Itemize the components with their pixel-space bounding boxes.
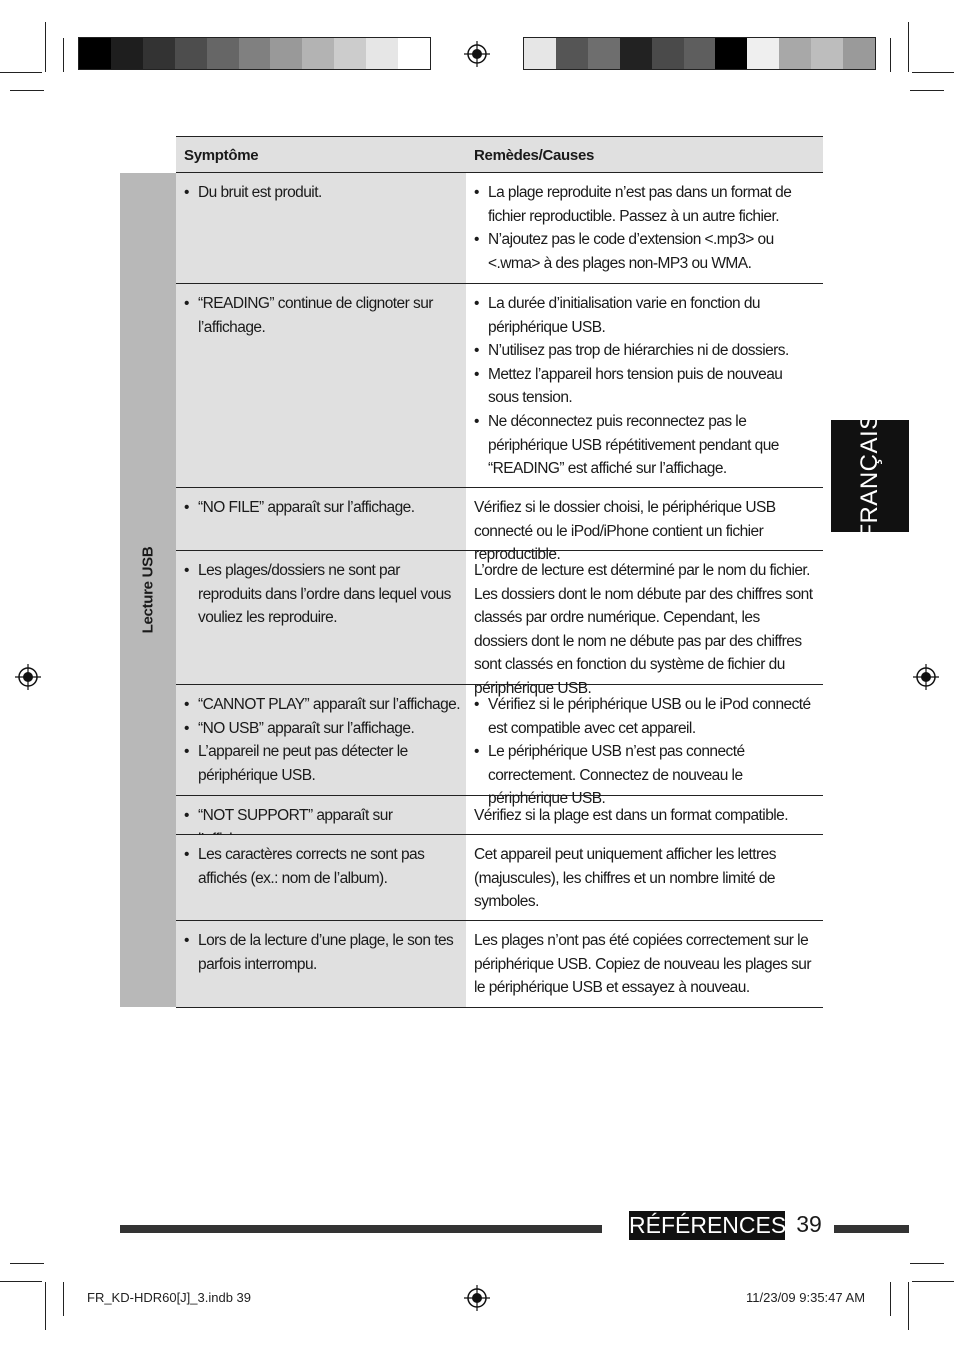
symptom-item: • Les plages/dossiers ne sont par reproduits dans l’ordre dans lequel vous vouliez les reproduire. [176, 559, 461, 630]
symptom-item: • Du bruit est produit. [176, 181, 461, 205]
table-row [176, 488, 823, 564]
symptom-cell [176, 796, 466, 834]
symptom-item: • Lors de la lecture d’une plage, le son tes parfois interrompu. [176, 929, 461, 976]
table-header [176, 136, 823, 173]
page-number: 39 [796, 1211, 822, 1237]
symptom-cell [176, 835, 466, 920]
print-timestamp: 11/23/09 9:35:47 AM [746, 1290, 866, 1305]
crop-mark [45, 22, 46, 72]
symptom-cell [176, 551, 466, 684]
registration-mark-icon [464, 1285, 490, 1311]
remedy-cell [466, 284, 823, 487]
crop-mark [910, 90, 944, 91]
crop-mark [908, 1282, 909, 1330]
symptom-cell [176, 488, 466, 550]
footer-rule [834, 1225, 909, 1233]
crop-mark [10, 1263, 44, 1264]
remedy-item: • Le périphérique USB n’est pas connecté correctement. Connectez de nouveau le périphérique USB. [466, 740, 816, 811]
crop-mark [10, 90, 44, 91]
registration-mark-icon [15, 664, 41, 690]
remedy-cell [466, 685, 823, 808]
color-bar-frame [523, 37, 876, 70]
symptom-cell [176, 173, 466, 283]
symptom-item: • L’appareil ne peut pas détecter le périphérique USB. [176, 740, 461, 787]
symptom-cell [176, 685, 466, 795]
header-remedy: Remèdes/Causes [474, 147, 595, 164]
remedy-cell [466, 551, 823, 697]
color-bar-frame [78, 37, 431, 70]
remedy-text: L’ordre de lecture est déterminé par le nom du fichier. Les dossiers dont le nom débute par des chiffres sont classés par ordre numérique. Cependant, les dossiers dont le nom ne débute pas par des chiffres sont classés en fonction du système de fichier du périphérique USB. [474, 562, 813, 697]
section-label: Lecture USB [139, 546, 157, 634]
remedy-item: • La plage reproduite n’est pas dans un format de fichier reproductible. Passez à un autre fichier. [466, 181, 816, 228]
crop-mark [0, 72, 42, 73]
crop-mark [0, 1281, 42, 1282]
remedy-item: • N’utilisez pas trop de hiérarchies ni de dossiers. [466, 339, 816, 363]
crop-mark [912, 1281, 954, 1282]
table-row [176, 551, 823, 697]
symptom-item: • “NO USB” apparaît sur l’affichage. [176, 717, 461, 741]
remedy-cell [466, 835, 823, 920]
file-info: FR_KD-HDR60[J]_3.indb 39 [87, 1290, 252, 1305]
table-row [176, 173, 823, 284]
symptom-item: • “READING” continue de clignoter sur l’affichage. [176, 292, 461, 339]
symptom-item: • “CANNOT PLAY” apparaît sur l’affichage. [176, 693, 461, 717]
crop-mark [912, 72, 954, 73]
table-row [176, 835, 823, 921]
language-tab-label: FRANÇAIS [856, 413, 883, 539]
header-symptom: Symptôme [184, 147, 259, 164]
symptom-item: • Les caractères corrects ne sont pas affichés (ex.: nom de l’album). [176, 843, 461, 890]
crop-mark [908, 22, 909, 72]
registration-mark-icon [464, 41, 490, 67]
registration-mark-icon [913, 664, 939, 690]
remedy-text: Les plages n’ont pas été copiées correctement sur le périphérique USB. Copiez de nouveau les plages sur le périphérique USB et essayez à nouveau. [474, 932, 811, 997]
remedy-cell [466, 921, 823, 1007]
crop-mark [890, 1282, 891, 1316]
remedy-item: • Ne déconnectez puis reconnectez pas le périphérique USB répétitivement pendant que “READING” est affiché sur l’affichage. [466, 410, 816, 481]
remedy-cell [466, 488, 823, 564]
footer-rule [120, 1225, 602, 1233]
remedy-cell [466, 796, 823, 834]
symptom-item: • “NOT SUPPORT” apparaît sur [176, 804, 461, 851]
language-tab [831, 413, 909, 539]
section-badge-label: RÉFÉRENCES [629, 1212, 787, 1238]
crop-mark [890, 38, 891, 72]
remedy-item: • Vérifiez si le périphérique USB ou le iPod connecté est compatible avec cet appareil. [466, 693, 816, 740]
section-sidebar [120, 173, 176, 1007]
remedy-item: • Mettez l’appareil hors tension puis de nouveau sous tension. [466, 363, 816, 410]
remedy-text: Vérifiez si le dossier choisi, le périphérique USB connecté ou le iPod/iPhone contient un fichier reproductible. [474, 499, 776, 564]
crop-mark [910, 1263, 944, 1264]
crop-mark [45, 1282, 46, 1330]
symptom-item: • “NO FILE” apparaît sur l’affichage. [176, 496, 461, 520]
table-row [176, 796, 823, 835]
remedy-text: Cet appareil peut uniquement afficher les lettres (majuscules), les chiffres et un nombre limité de symboles. [474, 846, 776, 911]
table-row [176, 685, 823, 808]
symptom-cell [176, 284, 466, 487]
remedy-item: • N’ajoutez pas le code d’extension <.mp3> ou <.wma> à des plages non-MP3 ou WMA. [466, 228, 816, 275]
symptom-cell [176, 921, 466, 1007]
table-row [176, 921, 823, 1008]
table-row [176, 284, 823, 488]
section-badge [629, 1211, 785, 1240]
remedy-item: • La durée d’initialisation varie en fonction du périphérique USB. [466, 292, 816, 339]
remedy-text: Vérifiez si la plage est dans un format compatible. [474, 807, 788, 824]
remedy-cell [466, 173, 823, 283]
crop-mark [63, 1282, 64, 1316]
crop-mark [63, 38, 64, 72]
